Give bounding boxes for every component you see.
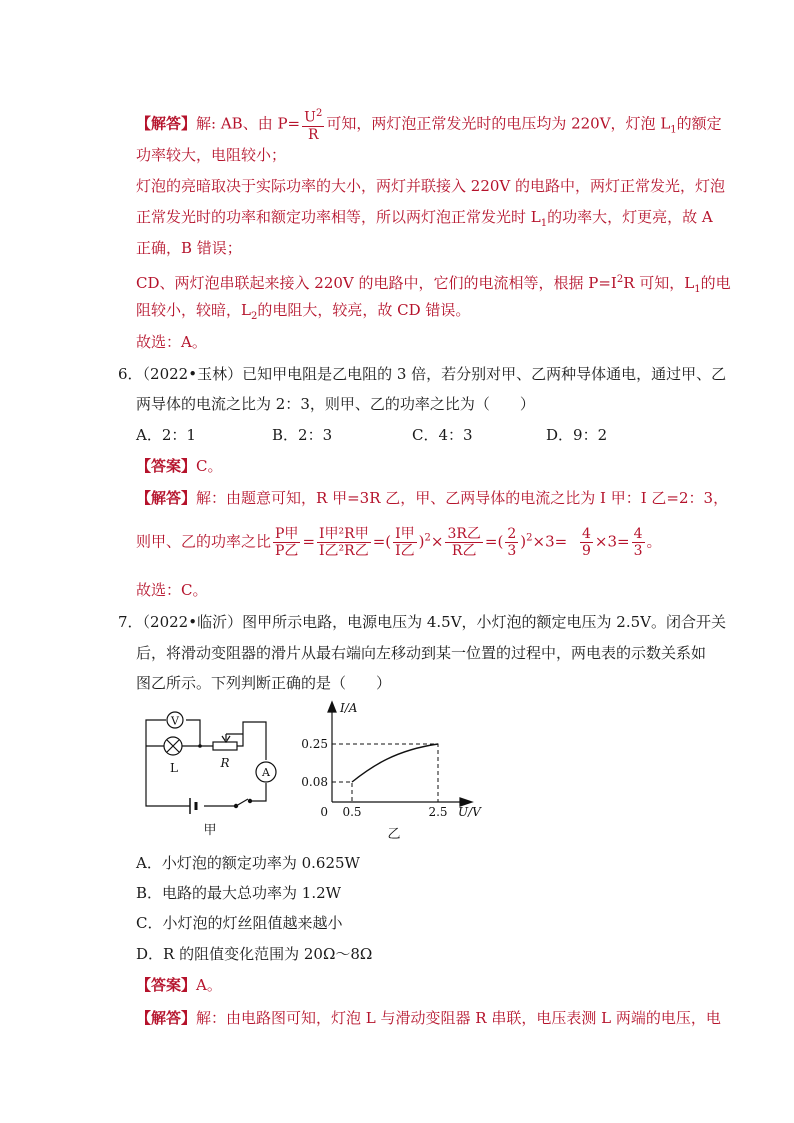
sec5-solution-line-1: 【解答】解: AB、由 P= $\frac{U^2}{R}$ 可知，两灯泡正常发光时的电压均为 220V，灯泡 $L_1$的额定 (136, 108, 722, 143)
fraction-four-thirds: $\frac{4}{3}$ (633, 526, 643, 559)
y-axis-label: I/A (340, 701, 358, 715)
q7-option-c: C．小灯泡的灯丝阻值越来越小 (136, 914, 343, 932)
sec5-solution-line-7: 阻较小，较暗，$L_2$的电阻大，较亮，故 CD 错误。 (136, 301, 471, 322)
x-tick-25: 2.5 (428, 805, 448, 819)
y-axis-arrow (328, 702, 336, 712)
ammeter-label: A (262, 766, 270, 779)
fraction-resistance-ratio: $\frac{\text{3R乙}}{\text{R乙}}$ (447, 526, 481, 559)
wire-bottom-right (250, 783, 266, 801)
wire-left-bottom (146, 746, 190, 806)
q6-option-d: D．9：2 (546, 426, 608, 444)
q7-solution-line-1: 【解答】解：由电路图可知，灯泡 L 与滑动变阻器 R 串联，电压表测 L 两端的电压，电 (136, 1009, 721, 1027)
q6-number: 6． (118, 365, 143, 383)
fraction-power-ratio: $\frac{\text{P甲}}{\text{P乙}}$ (275, 526, 299, 559)
origin-label: 0 (320, 805, 328, 819)
fraction-current-ratio: $\frac{\text{I甲}}{\text{I乙}}$ (395, 526, 415, 559)
lamp-cross (167, 740, 179, 752)
x-tick-05: 0.5 (342, 805, 362, 819)
dashed-guide-lower (332, 782, 352, 802)
wire-rheostat (200, 722, 266, 760)
y-tick-025: 0.25 (301, 737, 328, 751)
fraction-four-ninths: $\frac{4}{9}$ (582, 526, 591, 559)
graph-caption: 乙 (387, 827, 401, 842)
fraction-two-thirds: $\frac{2}{3}$ (507, 526, 517, 559)
q6-solution-line-1: 【解答】解：由题意可知，R 甲=3R 乙，甲、乙两导体的电流之比为 I 甲：I 乙=2：3， (136, 489, 729, 507)
q6-answer: 【答案】C。 (136, 457, 223, 475)
solution-tag: 【解答】 (136, 114, 197, 133)
power-formula-fraction: $\frac{U^2}{R}$ (304, 108, 323, 143)
rheostat-label: R (220, 756, 230, 770)
q7-stem-line-1: 7．（2022•临沂）图甲所示电路，电源电压为 4.5V，小灯泡的额定电压为 2.5V。闭合开关 (118, 613, 726, 631)
q6-solution-line-2: 则甲、乙的功率之比 $\frac{\text{P甲}}{\text{P乙}}$ = $\frac{\text{I甲²R甲}}{\text{I乙²R乙}}$ =( $\frac{\text{I甲}}{\text{I乙}}$ )$^2$× $\frac{\text{3R乙}}{\text{R乙}}$ =( $\frac{2}{3}$ )$^2$×3= (136, 526, 568, 559)
q6-option-b: B．2：3 (272, 426, 333, 444)
q6-option-a: A．2：1 (136, 426, 196, 444)
rheostat-resistor (213, 742, 237, 750)
sec5-solution-line-5: 正确，B 错误； (136, 239, 242, 257)
q6-choice: 故选：C。 (136, 581, 208, 599)
voltmeter-label: V (171, 714, 179, 728)
sec5-solution-line-4: 正常发光时的功率和额定功率相等，所以两灯泡正常发光时 $L_1$的功率大，灯更亮，故 A (136, 208, 713, 229)
fraction-i2r-ratio: $\frac{\text{I甲²R甲}}{\text{I乙²R乙}}$ (319, 526, 369, 559)
sec5-solution-line-6: CD、两灯泡串联起来接入 220V 的电路中，它们的电流相等，根据 $P=I^2R$ 可知，$L_1$的电 (136, 274, 731, 295)
sec5-solution-line-2: 功率较大，电阻较小； (136, 146, 287, 164)
q7-stem-line-2: 后，将滑动变阻器的滑片从最右端向左移动到某一位置的过程中，两电表的示数关系如 (136, 644, 707, 662)
sec5-solution-line-3: 灯泡的亮暗取决于实际功率的大小，两灯并联接入 220V 的电路中，两灯正常发光，灯泡 (136, 177, 726, 195)
y-tick-008: 0.08 (301, 775, 328, 789)
q7-stem-line-3: 图乙所示。下列判断正确的是（ ） (136, 674, 392, 692)
q6-stem-line-2: 两导体的电流之比为 2：3，则甲、乙的功率之比为（ ） (136, 395, 535, 413)
q7-number: 7． (118, 613, 143, 631)
q6-options (136, 425, 696, 445)
x-axis-label: U/V (458, 805, 481, 819)
q7-answer: 【答案】A。 (136, 976, 222, 994)
circuit-diagram (138, 704, 288, 844)
lamp-label: L (170, 761, 178, 775)
q6-option-c: C．4：3 (412, 426, 473, 444)
junction-dot (198, 744, 202, 748)
q6-stem-line-1: 6．（2022•玉林）已知甲电阻是乙电阻的 3 倍，若分别对甲、乙两种导体通电，通过甲、乙 (118, 365, 727, 383)
dashed-guide-upper (332, 744, 438, 802)
iu-curve (352, 744, 438, 782)
q7-option-a: A．小灯泡的额定功率为 0.625W (136, 854, 360, 872)
switch-contact (248, 799, 251, 802)
sec5-choice: 故选：A。 (136, 333, 207, 351)
iu-graph (298, 698, 498, 848)
q7-option-b: B．电路的最大总功率为 1.2W (136, 884, 342, 902)
q7-option-d: D．R 的阻值变化范围为 20Ω～8Ω (136, 945, 373, 963)
q6-solution-line-2-tail: $\frac{4}{9}$ ×3= $\frac{4}{3}$ 。 (582, 526, 662, 559)
circuit-caption: 甲 (203, 823, 217, 838)
switch-blade-icon (236, 799, 248, 806)
